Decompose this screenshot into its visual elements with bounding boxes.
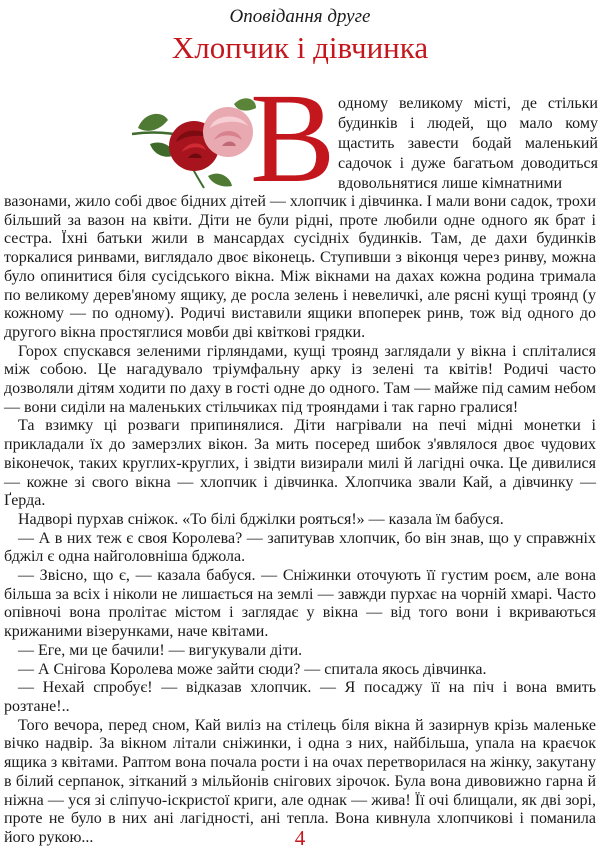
paragraph: — Звісно, що є, — казала бабуся. — Сніжинки оточують її густим роєм, але вона більша за всіх і ніколи не лишається на землі — завжди пурхає на чорній хмарі. Часто опівночі вона пролітає містом і заглядає у вікна — від того вони і вкриваються крижаними візерунками, наче квітами. [4,567,596,641]
paragraph: — А в них теж є своя Королева? — запитував хлопчик, бо він знав, що у справжніх бджіл є одна найголовніша бджола. [4,529,596,566]
paragraph: Надворі пурхав сніжок. «То білі бджілки рояться!» — казала їм бабуся. [18,510,504,528]
paragraph: — А Снігова Королева може зайти сюди? — спитала якось дівчинка. [18,660,487,678]
page-number: 4 [294,826,306,850]
opening-line: вдовольнятися лише кімнатними [338,175,563,192]
paragraph: Та взимку ці розваги припинялися. Діти нагрівали на печі мідні монетки і прикладали їх до замерзлих вікон. За мить посеред шибок з'являлося двоє чудових віконечок, таких круглих-круглих, і звідти визирали милі й лагідні очка. Це дивилися — кожне зі свого вікна — хлопчик і дівчинка. Хлопчика звали Кай, а дівчинку — Ґерда. [4,417,596,510]
opening-lines [338,94,598,194]
opening-line: садочок і дуже багатьом доводиться [338,155,598,172]
paragraph: вазонами, жило собі двоє бідних дітей — хлопчик і дівчинка. І мали вони садок, трохи більший за вазон на квіти. Діти не були рідні, проте любили одне одного як брат і сестра. Їхні батьки жили в мансардах сусідніх будинків. Там, де дахи будинків торкалися ринвами, виглядало двоє віконець. Ступивши з віконця через ринву, можна було опинитися біля сусідського вікна. Між вікнами на дахах кожна родина тримала по великому дерев'яному ящику, де росла зелень і невеличкі, але рясні кущі троянд (у кожному — по одному). Родичі виставили ящики впоперек ринв, тож від одного до другого вікна простяглися мовби дві квіткові грядки. [4,193,596,341]
opening-line: щастить завести бодай маленький [338,135,598,152]
story-title: Хлопчик і дівчинка [171,30,429,65]
opening-line: будинків і людей, що мало кому [338,115,598,132]
paragraph: — Еге, ми це бачили! — вигукували діти. [18,641,303,659]
roses-illustration [124,84,264,192]
paragraph: — Нехай спробує! — відказав хлопчик. — Я посаджу її на піч і вона вмить розтане!.. [4,679,596,715]
chapter-label: Оповідання друге [229,6,371,27]
drop-cap: В [250,67,336,209]
paragraph: Того вечора, перед сном, Кай виліз на стілець біля вікна й зазирнув крізь маленьке вічко надвір. За вікном літали сніжинки, і одна з них, найбільша, упала на краєчок ящика з квітами. Раптом вона почала рости і на очах перетворилася на жінку, закутану в білий серпанок, зітканий з мільйонів снігових зірочок. Була вона дивовижно гарна й ніжна — уся зі сліпучо-іскристої криги, але однак — жива! Її очі блищали, як дві зорі, проте не було в них ані лагідності, ані тепла. Вона кивнула хлопчикові і поманила його рукою... [4,716,596,846]
story-text [4,193,596,848]
opening-line: одному великому місті, де стільки [338,95,598,112]
paragraph: Горох спускався зеленими гірляндами, кущі троянд заглядали у вікна і спліталися між собою. Це нагадувало тріумфальну арку із зелені та квітів! Родичі часто дозволяли дітям ходити по даху в гості одне до одного. Там — майже під самим небом — вони сиділи на маленьких стільчиках під трояндами і так гарно гралися! [4,342,596,416]
